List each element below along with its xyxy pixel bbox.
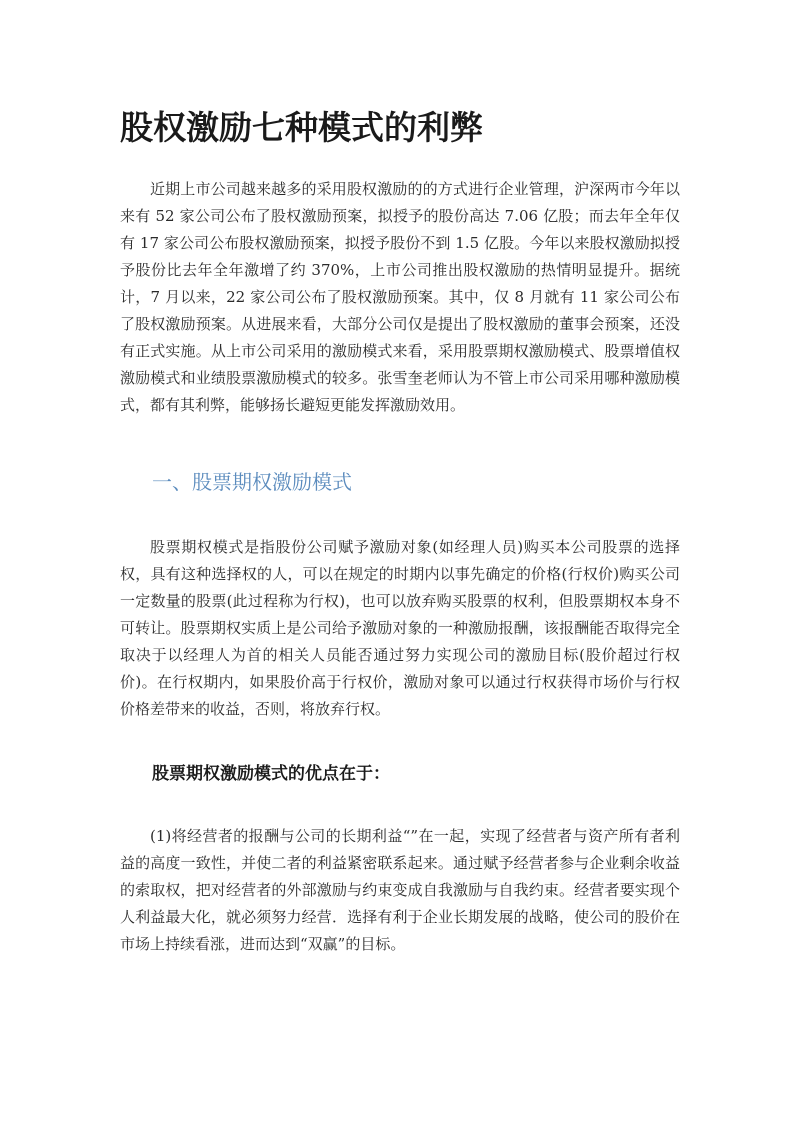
stock-options-paragraph: 股票期权模式是指股份公司赋予激励对象(如经理人员)购买本公司股票的选择权，具有这种选择权的人，可以在规定的时期内以事先确定的价格(行权价)购买公司一定数量的股票(此过程称为行权)，也可以放弃购买股票的权利，但股票期权本身不可转让。股票期权实质上是公司给予激励对象的一种激励报酬，该报酬能否取得完全取决于以经理人为首的相关人员能否通过努力实现公司的激励目标(股价超过行权价)。在行权期内，如果股价高于行权价，激励对象可以通过行权获得市场价与行权价格差带来的收益，否则，将放弃行权。 <box>120 538 680 718</box>
advantages-heading: 股票期权激励模式的优点在于： <box>152 764 390 784</box>
section-heading-stock-options: 一、股票期权激励模式 <box>152 470 352 494</box>
document-title: 股权激励七种模式的利弊 <box>120 108 483 147</box>
advantage-item-1: (1)将经营者的报酬与公司的长期利益“”在一起，实现了经营者与资产所有者利益的高度一致性，并使二者的利益紧密联系起来。通过赋予经营者参与企业剩余收益的索取权，把对经营者的外部激励与约束变成自我激励与自我约束。经营者要实现个人利益最大化，就必须努力经营．选择有利于企业长期发展的战略，使公司的股价在市场上持续看涨，进而达到“双赢”的目标。 <box>120 827 680 953</box>
intro-paragraph: 近期上市公司越来越多的采用股权激励的的方式进行企业管理，沪深两市今年以来有 52 家公司公布了股权激励预案，拟授予的股份高达 7.06 亿股；而去年全年仅有 17 家公司公布股权激励预案，拟授予股份不到 1.5 亿股。今年以来股权激励拟授予股份比去年全年激增了约 370%，上市公司推出股权激励的热情明显提升。据统计，7 月以来，22 家公司公布了股权激励预案。其中，仅 8 月就有 11 家公司公布了股权激励预案。从进展来看，大部分公司仅是提出了股权激励的董事会预案，还没有正式实施。从上市公司采用的激励模式来看，采用股票期权激励模式、股票增值权激励模式和业绩股票激励模式的较多。张雪奎老师认为不管上市公司采用哪种激励模式，都有其利弊，能够扬长避短更能发挥激励效用。 <box>120 180 680 414</box>
